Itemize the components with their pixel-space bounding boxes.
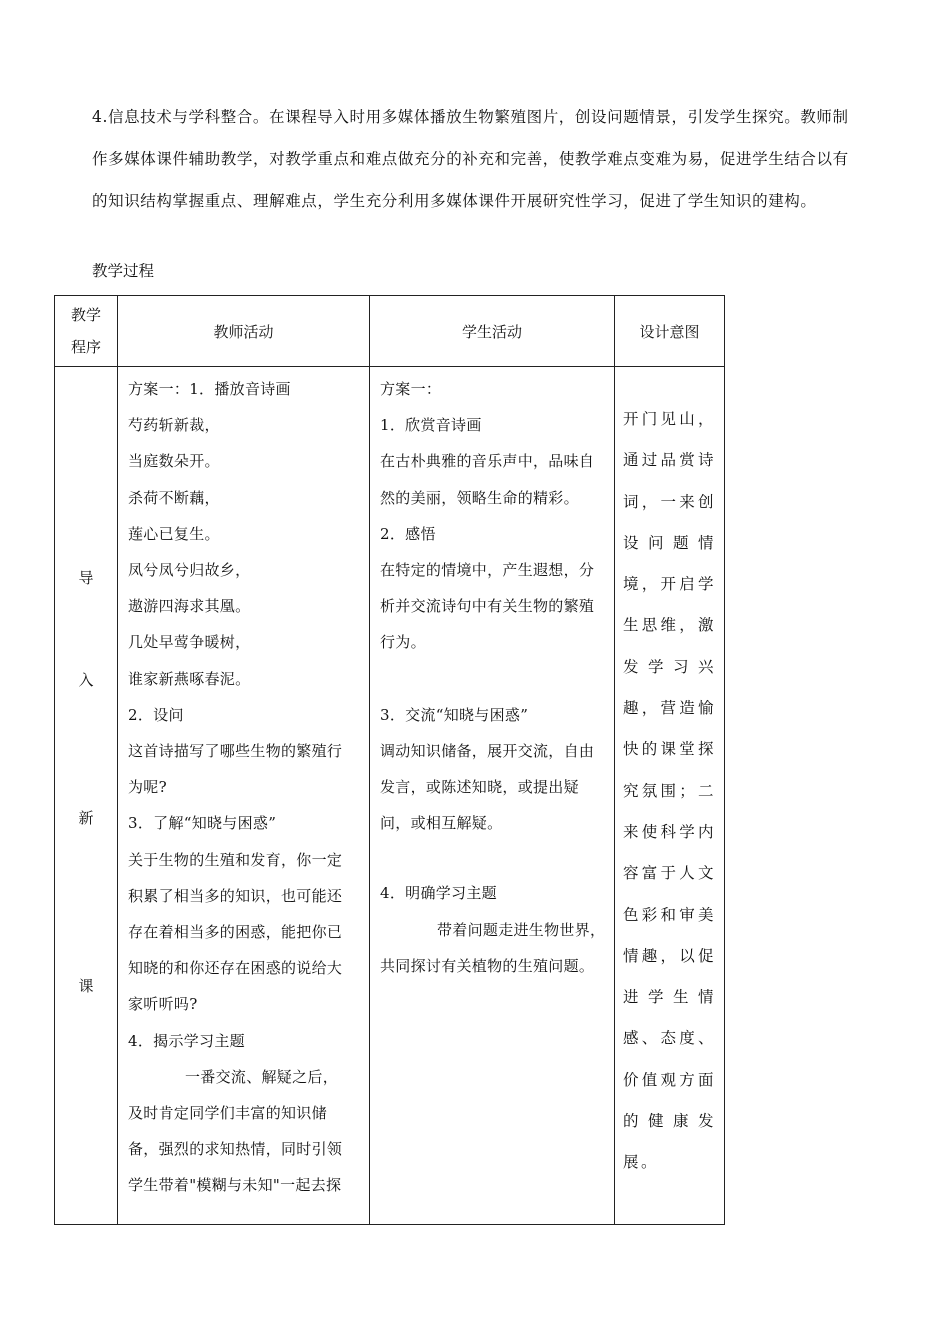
table-header-row (55, 296, 725, 367)
table-row (55, 367, 725, 1225)
intro-paragraph: 4.信息技术与学科整合。在课程导入时用多媒体播放生物繁殖图片，创设问题情景，引发学生探究。教师制作多媒体课件辅助教学，对教学重点和难点做充分的补充和完善，使教学难点变难为易，促进学生结合以有的知识结构掌握重点、理解难点，学生充分利用多媒体课件开展研究性学习，促进了学生知识的建构。 (92, 108, 849, 210)
teacher-line: 2．设问 (128, 705, 184, 724)
student-step-body: 在古朴典雅的音乐声中，品味自然的美丽，领略生命的精彩。 (380, 452, 595, 507)
design-intent-text: 开门见山，通过品赏诗词，一来创设问题情境，开启学生思维，激发学习兴趣，营造愉快的课堂探究氛围；二来使科学内容富于人文色彩和审美情趣，以促进学生情感、态度、价值观方面的健康发展。 (623, 410, 716, 1172)
teacher-line: 积累了相当多的知识，也可能还 (128, 886, 343, 905)
teacher-line: 芍药斩新裁， (128, 416, 220, 435)
teacher-line: 学生带着"模糊与未知"一起去探 (128, 1176, 342, 1195)
student-step-title: 1．欣赏音诗画 (380, 416, 482, 435)
teacher-line: 4．揭示学习主题 (128, 1031, 245, 1050)
teacher-line: 3．了解“知晓与困惑” (128, 814, 277, 833)
teacher-line: 为呢? (128, 778, 167, 797)
teacher-line: 这首诗描写了哪些生物的繁殖行 (128, 742, 343, 761)
student-step-title: 3．交流“知晓与困惑” (380, 705, 529, 724)
teacher-activity-cell (118, 367, 370, 1225)
header-procedure-line1: 教学 (70, 306, 101, 324)
stage-char: 新 (78, 809, 94, 827)
stage-char: 导 (78, 569, 94, 587)
teacher-line: 遨游四海求其凰。 (128, 597, 251, 616)
teacher-line: 存在着相当多的困惑，能把你已 (128, 923, 343, 942)
stage-char: 课 (78, 977, 94, 995)
stage-char: 入 (78, 671, 94, 689)
header-procedure (55, 296, 118, 367)
stage-cell (55, 367, 118, 1225)
section-heading: 教学过程 (92, 262, 155, 280)
student-step-body: 在特定的情境中，产生遐想，分析并交流诗句中有关生物的繁殖行为。 (380, 561, 595, 652)
teacher-line: 知晓的和你还存在困惑的说给大 (128, 959, 343, 978)
teacher-line: 一番交流、解疑之后， (185, 1067, 339, 1086)
teacher-line: 凤兮凤兮归故乡， (128, 561, 251, 580)
student-step-body: 带着问题走进生物世界，共同探讨有关植物的生殖问题。 (380, 920, 606, 975)
student-step-body: 调动知识储备，展开交流，自由发言，或陈述知晓，或提出疑问，或相互解疑。 (380, 741, 595, 833)
header-teacher: 教师活动 (118, 296, 370, 367)
student-activity-cell (370, 367, 615, 1225)
teacher-line: 谁家新燕啄春泥。 (128, 669, 251, 688)
teacher-line: 方案一：1．播放音诗画 (128, 380, 291, 398)
header-student: 学生活动 (370, 296, 615, 367)
teacher-line: 莲心已复生。 (128, 524, 220, 543)
header-intent: 设计意图 (615, 296, 725, 367)
header-procedure-line2: 程序 (70, 338, 101, 356)
design-intent-cell (615, 367, 725, 1225)
teacher-line: 几处早莺争暖树， (128, 633, 251, 652)
student-step-title: 2．感悟 (380, 524, 436, 543)
teacher-line: 杀荷不断藕， (128, 488, 220, 507)
teacher-line: 及时肯定同学们丰富的知识储 (128, 1104, 327, 1123)
teacher-line: 家听听吗? (128, 995, 198, 1014)
teaching-process-table (54, 295, 725, 1225)
student-plan: 方案一： (380, 380, 442, 398)
teacher-line: 关于生物的生殖和发育，你一定 (128, 850, 343, 869)
student-step-title: 4．明确学习主题 (380, 884, 497, 903)
teacher-line: 当庭数朵开。 (128, 452, 220, 471)
teacher-line: 备，强烈的求知热情，同时引领 (128, 1140, 343, 1159)
